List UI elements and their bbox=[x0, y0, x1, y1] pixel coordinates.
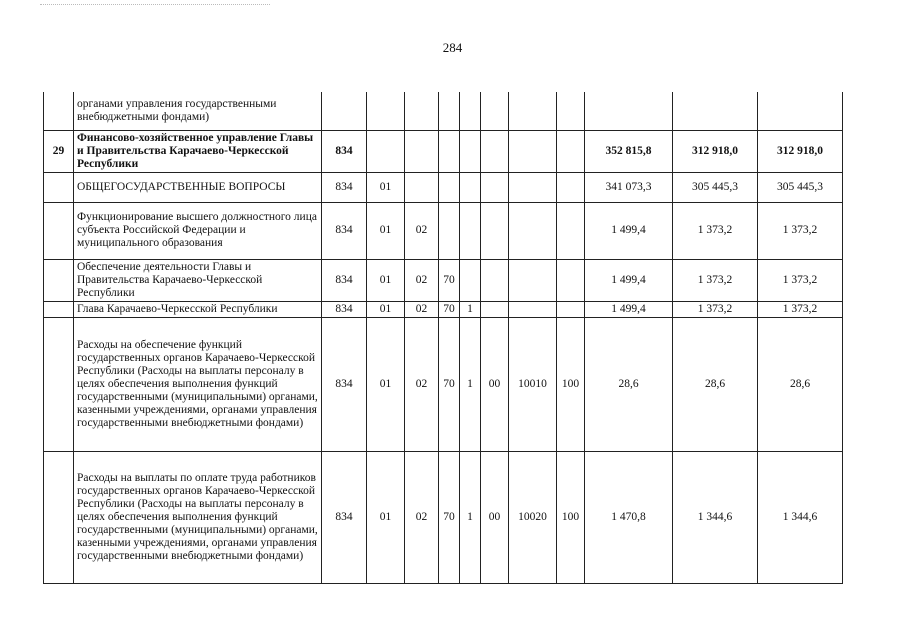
amount-year-1: 1 470,8 bbox=[585, 451, 673, 583]
department-code: 834 bbox=[322, 202, 367, 259]
row-number bbox=[44, 451, 74, 583]
subprogram-code bbox=[460, 172, 481, 202]
program-code bbox=[439, 202, 460, 259]
amount-year-2: 1 373,2 bbox=[673, 259, 758, 301]
amount-year-1: 28,6 bbox=[585, 317, 673, 451]
subprogram-code: 1 bbox=[460, 451, 481, 583]
section-code: 01 bbox=[367, 317, 405, 451]
department-code: 834 bbox=[322, 301, 367, 317]
table-row bbox=[44, 172, 843, 202]
activity-code bbox=[481, 259, 509, 301]
item-name: Глава Карачаево-Черкесской Республики bbox=[74, 301, 322, 317]
row-number bbox=[44, 172, 74, 202]
row-number bbox=[44, 92, 74, 130]
direction-code bbox=[509, 202, 557, 259]
table-row bbox=[44, 451, 843, 583]
table-row bbox=[44, 317, 843, 451]
activity-code bbox=[481, 172, 509, 202]
amount-year-1 bbox=[585, 92, 673, 130]
page-number: 284 bbox=[442, 40, 463, 55]
amount-year-3: 1 373,2 bbox=[758, 202, 843, 259]
amount-year-3 bbox=[758, 92, 843, 130]
amount-year-3: 305 445,3 bbox=[758, 172, 843, 202]
activity-code bbox=[481, 301, 509, 317]
amount-year-1: 341 073,3 bbox=[585, 172, 673, 202]
amount-year-3: 1 373,2 bbox=[758, 259, 843, 301]
item-name: Расходы на обеспечение функций государственных органов Карачаево-Черкесской Республики (Расходы на выплаты персоналу в целях обеспечения выполнения функций государственными (муниципальными) органами, казенными учреждениями, органами управления государственными внебюджетными фондами) bbox=[74, 317, 322, 451]
section-code: 01 bbox=[367, 259, 405, 301]
expense-type-code bbox=[557, 130, 585, 172]
table-row bbox=[44, 301, 843, 317]
subprogram-code bbox=[460, 92, 481, 130]
item-name: Финансово-хозяйственное управление Главы и Правительства Карачаево-Черкесской Республики bbox=[74, 130, 322, 172]
section-code: 01 bbox=[367, 451, 405, 583]
direction-code bbox=[509, 259, 557, 301]
table-row bbox=[44, 130, 843, 172]
program-code bbox=[439, 172, 460, 202]
direction-code bbox=[509, 172, 557, 202]
activity-code bbox=[481, 130, 509, 172]
amount-year-1: 352 815,8 bbox=[585, 130, 673, 172]
table-row bbox=[44, 202, 843, 259]
program-code: 70 bbox=[439, 317, 460, 451]
row-number bbox=[44, 259, 74, 301]
row-number: 29 bbox=[44, 130, 74, 172]
item-name: Обеспечение деятельности Главы и Правительства Карачаево-Черкесской Республики bbox=[74, 259, 322, 301]
amount-year-1: 1 499,4 bbox=[585, 301, 673, 317]
subprogram-code: 1 bbox=[460, 317, 481, 451]
section-code bbox=[367, 92, 405, 130]
program-code: 70 bbox=[439, 259, 460, 301]
program-code bbox=[439, 130, 460, 172]
expense-type-code bbox=[557, 172, 585, 202]
item-name: Расходы на выплаты по оплате труда работников государственных органов Карачаево-Черкесской Республики (Расходы на выплаты персоналу в целях обеспечения выполнения функций государственными (муниципальными) органами, казенными учреждениями, органами управления государственными внебюджетными фондами) bbox=[74, 451, 322, 583]
section-code bbox=[367, 130, 405, 172]
department-code bbox=[322, 92, 367, 130]
department-code: 834 bbox=[322, 130, 367, 172]
department-code: 834 bbox=[322, 172, 367, 202]
row-number bbox=[44, 301, 74, 317]
row-number bbox=[44, 202, 74, 259]
amount-year-2: 1 344,6 bbox=[673, 451, 758, 583]
subsection-code: 02 bbox=[405, 301, 439, 317]
expense-type-code bbox=[557, 259, 585, 301]
subsection-code: 02 bbox=[405, 317, 439, 451]
subprogram-code: 1 bbox=[460, 301, 481, 317]
direction-code bbox=[509, 92, 557, 130]
subprogram-code bbox=[460, 259, 481, 301]
subsection-code bbox=[405, 130, 439, 172]
department-code: 834 bbox=[322, 259, 367, 301]
subsection-code: 02 bbox=[405, 202, 439, 259]
amount-year-3: 28,6 bbox=[758, 317, 843, 451]
budget-table bbox=[43, 92, 843, 584]
scan-artifact-line bbox=[40, 4, 270, 6]
expense-type-code: 100 bbox=[557, 317, 585, 451]
amount-year-3: 1 344,6 bbox=[758, 451, 843, 583]
department-code: 834 bbox=[322, 317, 367, 451]
amount-year-2: 1 373,2 bbox=[673, 301, 758, 317]
direction-code bbox=[509, 301, 557, 317]
subprogram-code bbox=[460, 202, 481, 259]
subprogram-code bbox=[460, 130, 481, 172]
amount-year-2: 28,6 bbox=[673, 317, 758, 451]
amount-year-2: 305 445,3 bbox=[673, 172, 758, 202]
program-code: 70 bbox=[439, 451, 460, 583]
activity-code: 00 bbox=[481, 317, 509, 451]
section-code: 01 bbox=[367, 172, 405, 202]
row-number bbox=[44, 317, 74, 451]
expense-type-code bbox=[557, 202, 585, 259]
table-row bbox=[44, 92, 843, 130]
item-name: ОБЩЕГОСУДАРСТВЕННЫЕ ВОПРОСЫ bbox=[74, 172, 322, 202]
amount-year-2: 312 918,0 bbox=[673, 130, 758, 172]
amount-year-1: 1 499,4 bbox=[585, 259, 673, 301]
budget-table-body bbox=[44, 92, 843, 583]
activity-code bbox=[481, 92, 509, 130]
direction-code: 10010 bbox=[509, 317, 557, 451]
section-code: 01 bbox=[367, 301, 405, 317]
subsection-code: 02 bbox=[405, 451, 439, 583]
expense-type-code bbox=[557, 301, 585, 317]
item-name: органами управления государственными внебюджетными фондами) bbox=[74, 92, 322, 130]
program-code: 70 bbox=[439, 301, 460, 317]
subsection-code bbox=[405, 92, 439, 130]
amount-year-1: 1 499,4 bbox=[585, 202, 673, 259]
expense-type-code: 100 bbox=[557, 451, 585, 583]
activity-code bbox=[481, 202, 509, 259]
department-code: 834 bbox=[322, 451, 367, 583]
direction-code: 10020 bbox=[509, 451, 557, 583]
amount-year-3: 312 918,0 bbox=[758, 130, 843, 172]
activity-code: 00 bbox=[481, 451, 509, 583]
subsection-code: 02 bbox=[405, 259, 439, 301]
amount-year-3: 1 373,2 bbox=[758, 301, 843, 317]
subsection-code bbox=[405, 172, 439, 202]
amount-year-2: 1 373,2 bbox=[673, 202, 758, 259]
amount-year-2 bbox=[673, 92, 758, 130]
direction-code bbox=[509, 130, 557, 172]
program-code bbox=[439, 92, 460, 130]
table-row bbox=[44, 259, 843, 301]
section-code: 01 bbox=[367, 202, 405, 259]
item-name: Функционирование высшего должностного лица субъекта Российской Федерации и муниципального образования bbox=[74, 202, 322, 259]
expense-type-code bbox=[557, 92, 585, 130]
